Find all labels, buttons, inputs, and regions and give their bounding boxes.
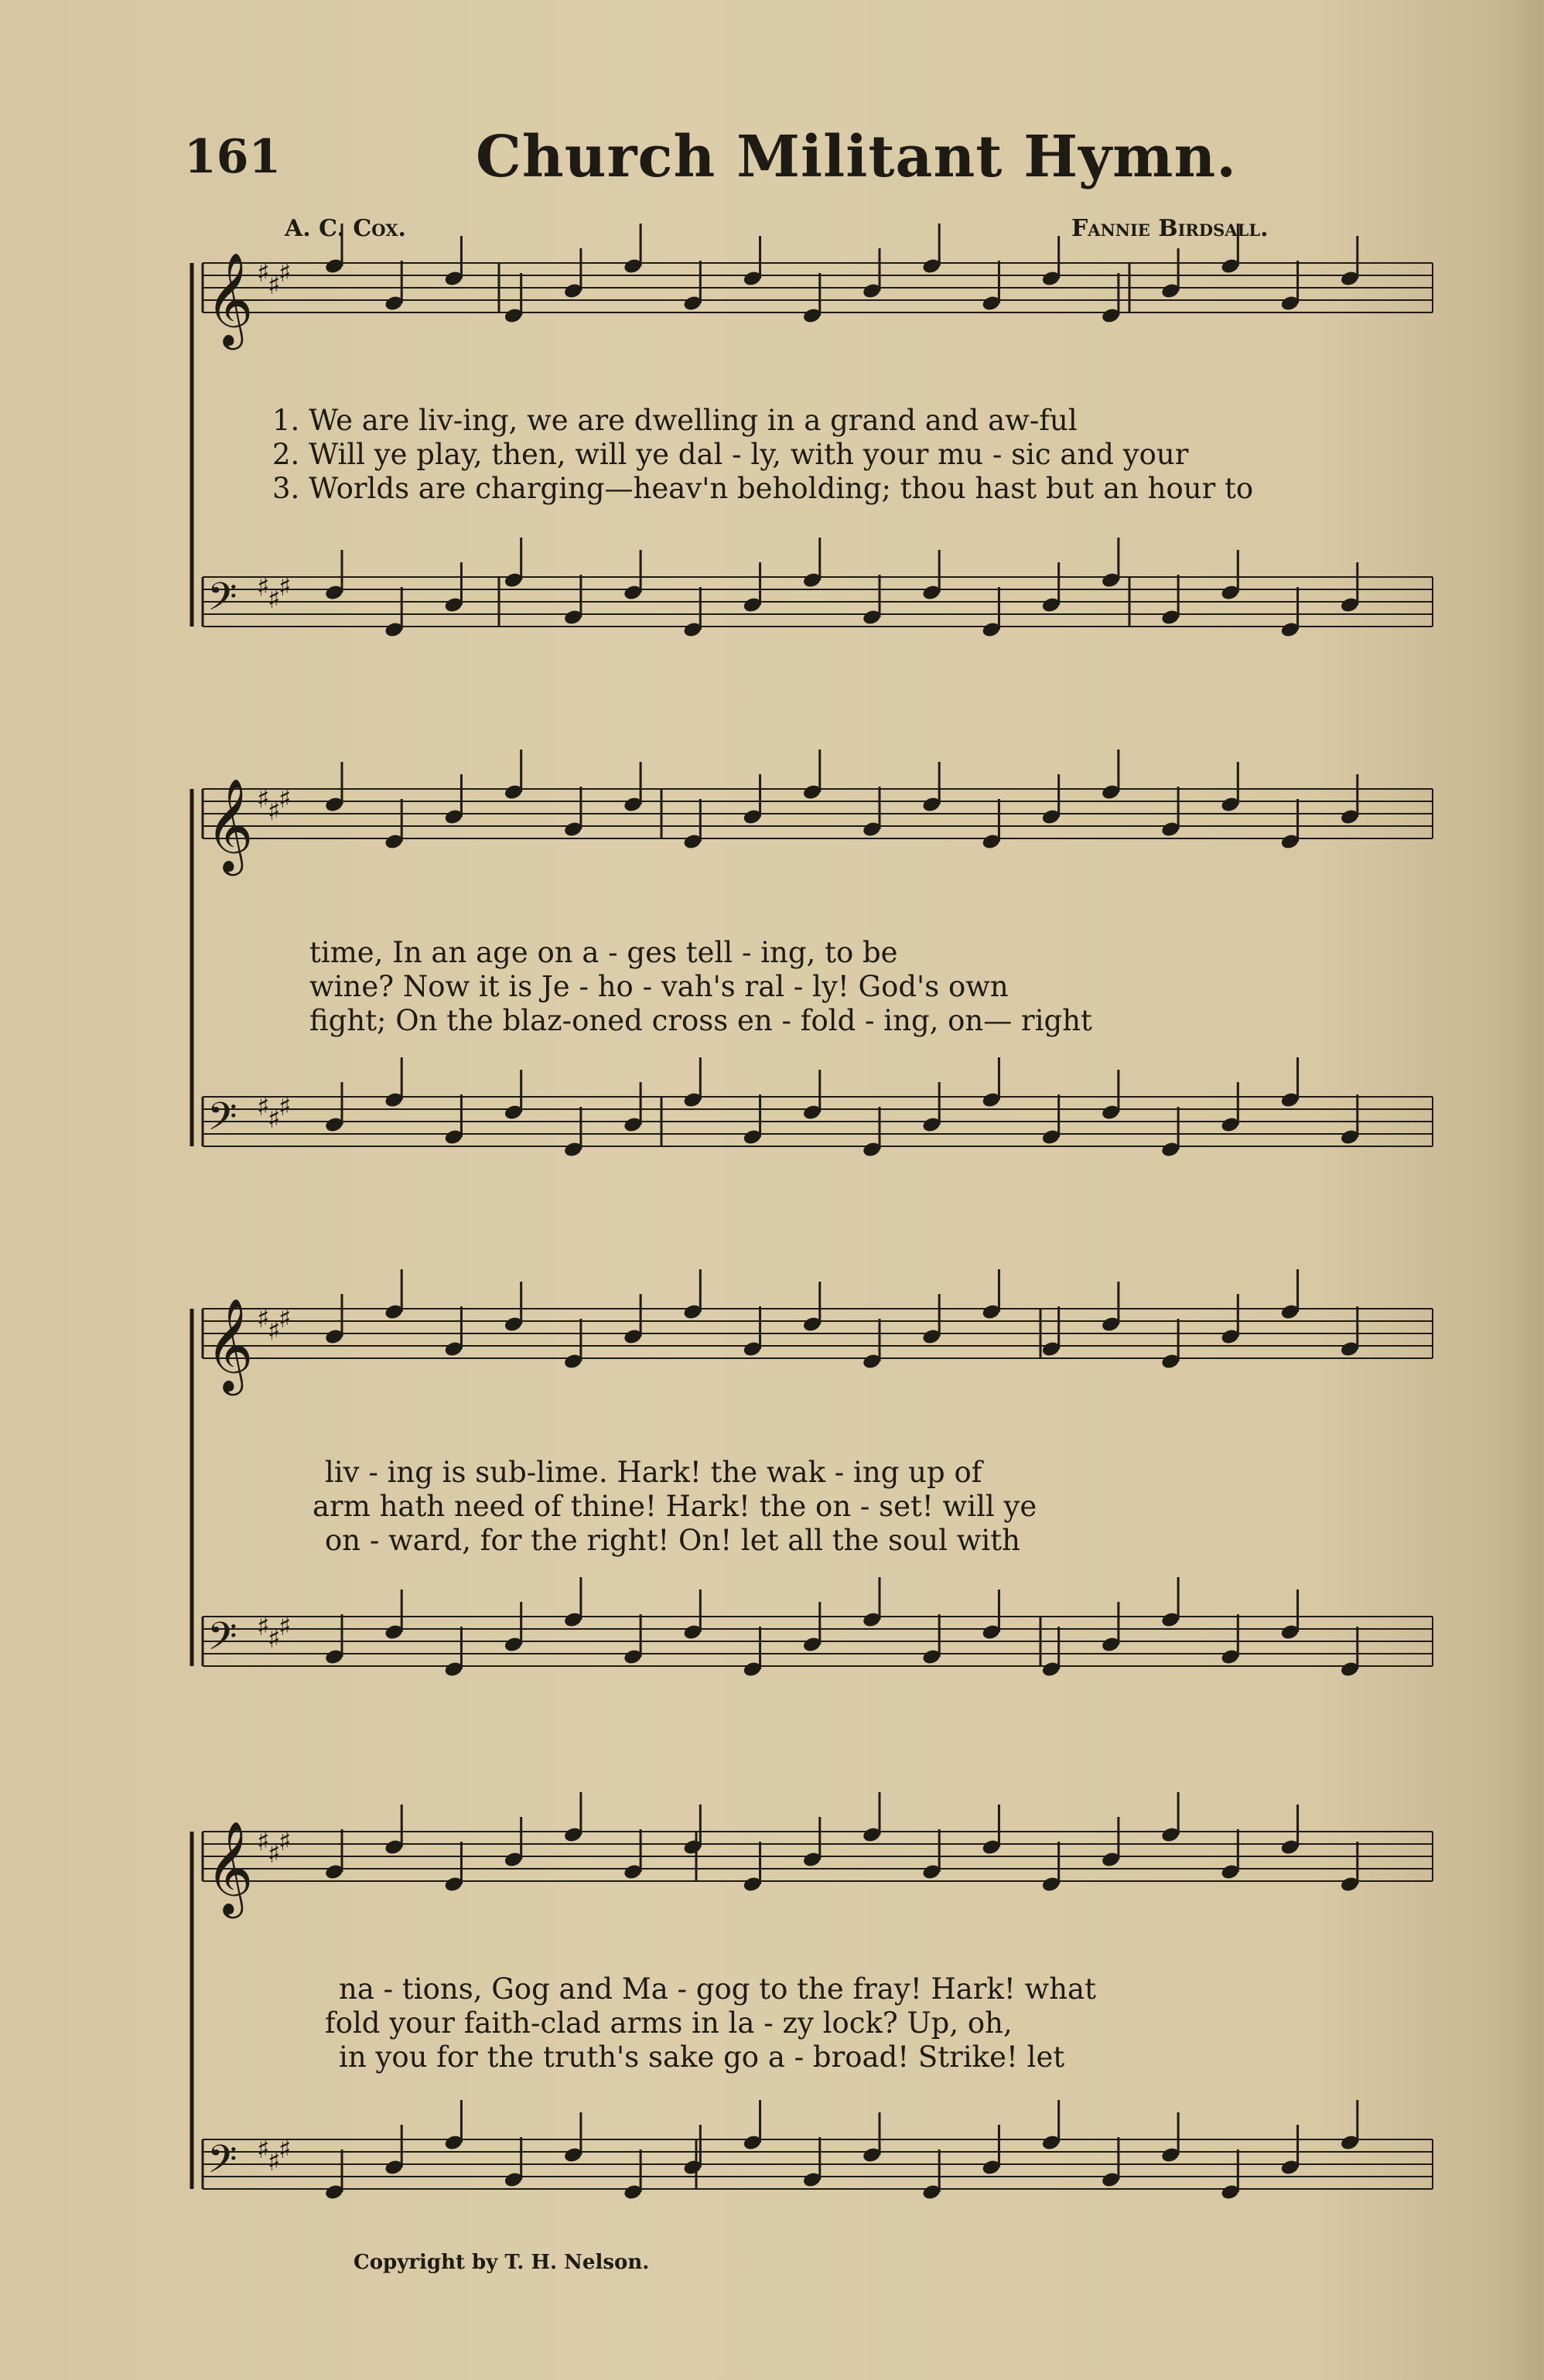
sharp-glyph: ♯ xyxy=(257,2134,270,2165)
lyric-line: on - ward, for the right! On! let all the soul with xyxy=(325,1524,1020,1557)
lyric-line: time, In an age on a - ges tell - ing, to be xyxy=(309,936,898,969)
sharp-glyph: ♯ xyxy=(268,1624,281,1654)
sharp-glyph: ♯ xyxy=(278,1611,292,1642)
clef-glyph: 𝄞 xyxy=(206,251,254,346)
lyric-line: 3. Worlds are charging—heav'n beholding; thou hast but an hour to xyxy=(272,472,1254,505)
clef-glyph: 𝄢 xyxy=(207,2137,237,2191)
clef-glyph: 𝄢 xyxy=(207,575,237,629)
sharp-glyph: ♯ xyxy=(268,1316,281,1347)
sharp-glyph: ♯ xyxy=(278,572,292,603)
hymn-title: Church Militant Hymn. xyxy=(476,124,1238,190)
clef-glyph: 𝄞 xyxy=(206,777,254,872)
copyright-notice: Copyright by T. H. Nelson. xyxy=(354,2251,650,2274)
sharp-glyph: ♯ xyxy=(268,1839,281,1870)
lyric-line: in you for the truth's sake go a - broad! Strike! let xyxy=(339,2040,1065,2074)
sharp-glyph: ♯ xyxy=(257,572,270,603)
sharp-glyph: ♯ xyxy=(268,1104,281,1135)
sharp-glyph: ♯ xyxy=(257,1611,270,1642)
sharp-glyph: ♯ xyxy=(257,1826,270,1857)
sharp-glyph: ♯ xyxy=(278,1826,292,1857)
sharp-glyph: ♯ xyxy=(278,258,292,289)
lyric-line: fold your faith-clad arms in la - zy lock? Up, oh, xyxy=(325,2006,1013,2040)
lyric-line: wine? Now it is Je - ho - vah's ral - ly! God's own xyxy=(309,970,1009,1003)
sharp-glyph: ♯ xyxy=(257,258,270,289)
clef-glyph: 𝄞 xyxy=(206,1820,254,1914)
sharp-glyph: ♯ xyxy=(278,1303,292,1334)
sharp-glyph: ♯ xyxy=(268,584,281,615)
author-credit: Fannie Birdsall. xyxy=(1071,215,1269,242)
lyric-line: na - tions, Gog and Ma - gog to the fray! Hark! what xyxy=(339,1972,1096,2006)
sharp-glyph: ♯ xyxy=(278,1091,292,1122)
sharp-glyph: ♯ xyxy=(257,784,270,814)
lyric-line: 2. Will ye play, then, will ye dal - ly, with your mu - sic and your xyxy=(272,438,1189,471)
sharp-glyph: ♯ xyxy=(257,1303,270,1334)
sharp-glyph: ♯ xyxy=(268,796,281,827)
sharp-glyph: ♯ xyxy=(257,1091,270,1122)
lyric-line: fight; On the blaz-oned cross en - fold - ing, on— right xyxy=(309,1004,1092,1037)
lyric-line: arm hath need of thine! Hark! the on - set! will ye xyxy=(313,1490,1037,1523)
lyric-line: 1. We are liv-ing, we are dwelling in a grand and aw-ful xyxy=(272,404,1078,437)
lyric-line: liv - ing is sub-lime. Hark! the wak - ing up of xyxy=(325,1456,982,1489)
sharp-glyph: ♯ xyxy=(278,2134,292,2165)
composer-credit: A. C. Cox. xyxy=(285,215,406,242)
sharp-glyph: ♯ xyxy=(268,2146,281,2177)
clef-glyph: 𝄢 xyxy=(207,1614,237,1668)
hymn-number: 161 xyxy=(184,130,282,184)
clef-glyph: 𝄢 xyxy=(207,1094,237,1149)
sharp-glyph: ♯ xyxy=(268,270,281,301)
clef-glyph: 𝄞 xyxy=(206,1297,254,1391)
sharp-glyph: ♯ xyxy=(278,784,292,814)
